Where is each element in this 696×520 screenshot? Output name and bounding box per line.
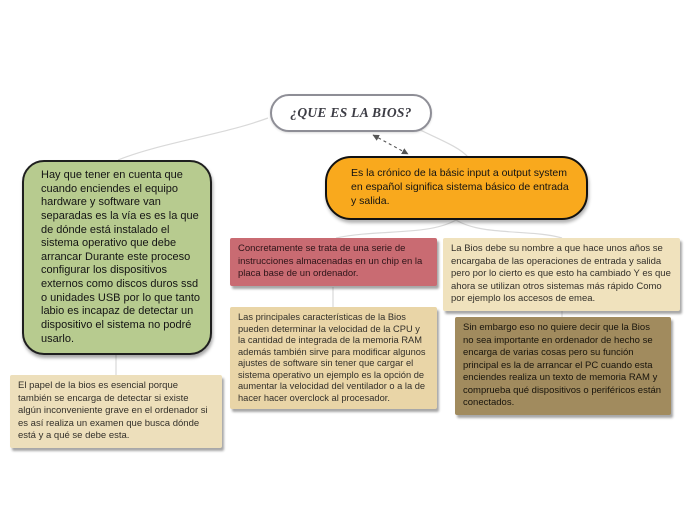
connector-central-to-green	[118, 118, 268, 160]
relationship-arrow-central-orange	[373, 135, 408, 154]
topic-instructions-chip-red[interactable]: Concretamente se trata de una serie de instrucciones almacenadas en un chip en la placa base de un ordenador.	[230, 238, 437, 286]
topic-essential-role-tan[interactable]: El papel de la bios es esencial porque también se encarga de detectar si existe algún inconveniente grave en el ordenador si es así realiza un examen que busca dónde está y a qué se debe esta.	[10, 375, 222, 448]
central-topic-que-es-la-bios[interactable]	[270, 94, 432, 132]
topic-importance-dark[interactable]: Sin embargo eso no quiere decir que la Bios no sea importante en ordenador de hecho se encarga de varias cosas pero su función principal es la de arrancar el PC cuando esta enciendes realiza un texto de memoria RAM y comprueba qué dispositivos o periféricos están conectados.	[455, 317, 671, 415]
topic-name-origin-cream[interactable]: La Bios debe su nombre a que hace unos años se encargaba de las operaciones de entrada y salida pero por lo cierto es que esto ha cambiado Y es que ahora se utilizan otros sistemas más rápido Como por ejemplo los accesos de emea.	[443, 238, 680, 311]
connector-central-to-orange	[412, 126, 468, 157]
topic-hardware-software-green[interactable]: Hay que tener en cuenta que cuando enciendes el equipo hardware y software van separadas es la vía es es la que de dónde está instalado el sistema operativo que debe arrancar Durante este proceso configurar los dispositivos externos como discos duros ssd o unidades USB por lo que tanto labio es incapaz de detectar un dispositivo el sistema no podré usarlo.	[22, 160, 212, 355]
connector-orange-to-cream	[456, 220, 562, 238]
connector-orange-to-red	[336, 220, 456, 238]
topic-main-features-tan[interactable]: Las principales características de la Bios pueden determinar la velocidad de la CPU y la cantidad de integrada de la memoria RAM además también sirve para modificar algunos ajustes de software sin tener que cargar el sistema operativo un ejemplo es la opción de aumentar la velocidad del ventilador o a la de hacer hacer overclock al procesador.	[230, 307, 437, 409]
central-topic-label: ¿QUE ES LA BIOS?	[290, 105, 412, 120]
topic-definition-orange[interactable]: Es la crónico de la básic input a output system en español significa sistema básico de entrada y salida.	[325, 156, 588, 220]
